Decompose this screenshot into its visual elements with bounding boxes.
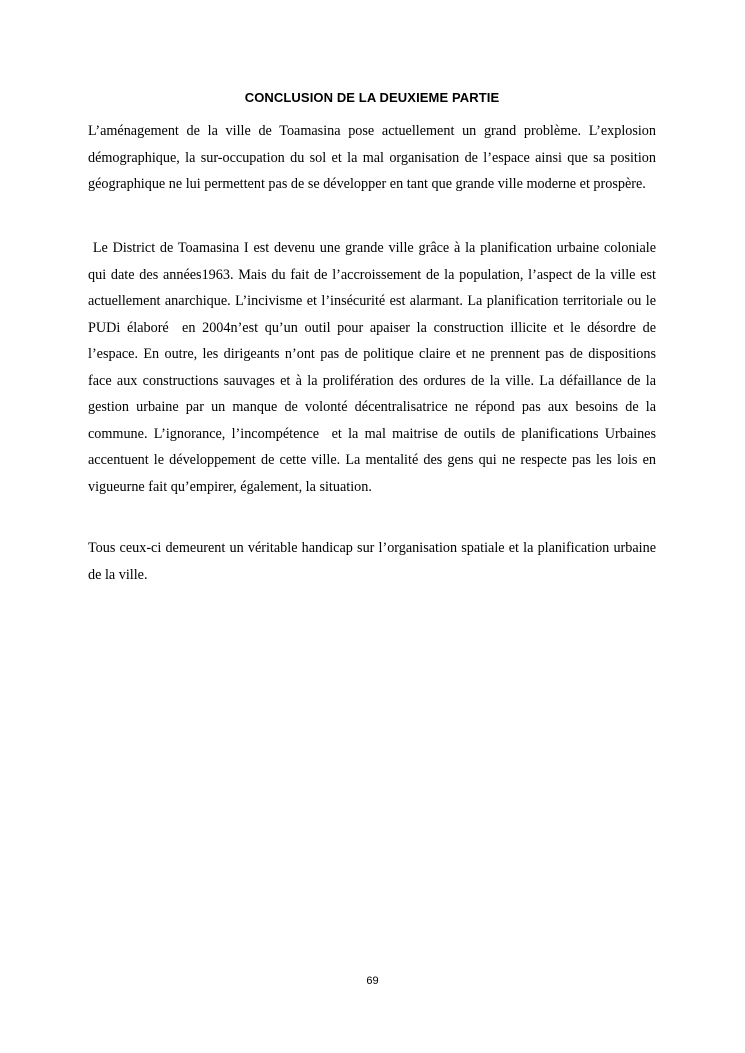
page-number: 69 [366, 975, 379, 987]
paragraph-3: Tous ceux-ci demeurent un véritable handicap sur l’organisation spatiale et la planification urbaine de la ville. [88, 540, 656, 583]
paragraph-1: L’aménagement de la ville de Toamasina pose actuellement un grand problème. L’explosion démographique, la sur-occupation du sol et la mal organisation de l’espace ainsi que sa position géographique ne lui permettent pas de se développer en tant que grande ville moderne et prospère. [88, 123, 656, 192]
section-title: CONCLUSION DE LA DEUXIEME PARTIE [244, 90, 500, 105]
paragraph-2: Le District de Toamasina I est devenu une grande ville grâce à la planification urbaine coloniale qui date des années1963. Mais du fait de l’accroissement de la population, l’aspect de la ville est actuellement anarchique. L’incivisme et l’insécurité est alarmant. La planification territoriale ou le PUDi élaboré en 2004n’est qu’un outil pour apaiser la construction illicite et le désordre de l’espace. En outre, les dirigeants n’ont pas de politique claire et ne prennent pas de dispositions face aux constructions sauvages et à la prolifération des ordures de la ville. La défaillance de la gestion urbaine par un manque de volonté décentralisatrice ne répond pas aux besoins de la commune. L’ignorance, l’incompétence et la mal maitrise de outils de planifications Urbaines accentuent le développement de cette ville. La mentalité des gens qui ne respecte pas les lois en vigueurne fait qu’empirer, également, la situation. [88, 240, 660, 495]
